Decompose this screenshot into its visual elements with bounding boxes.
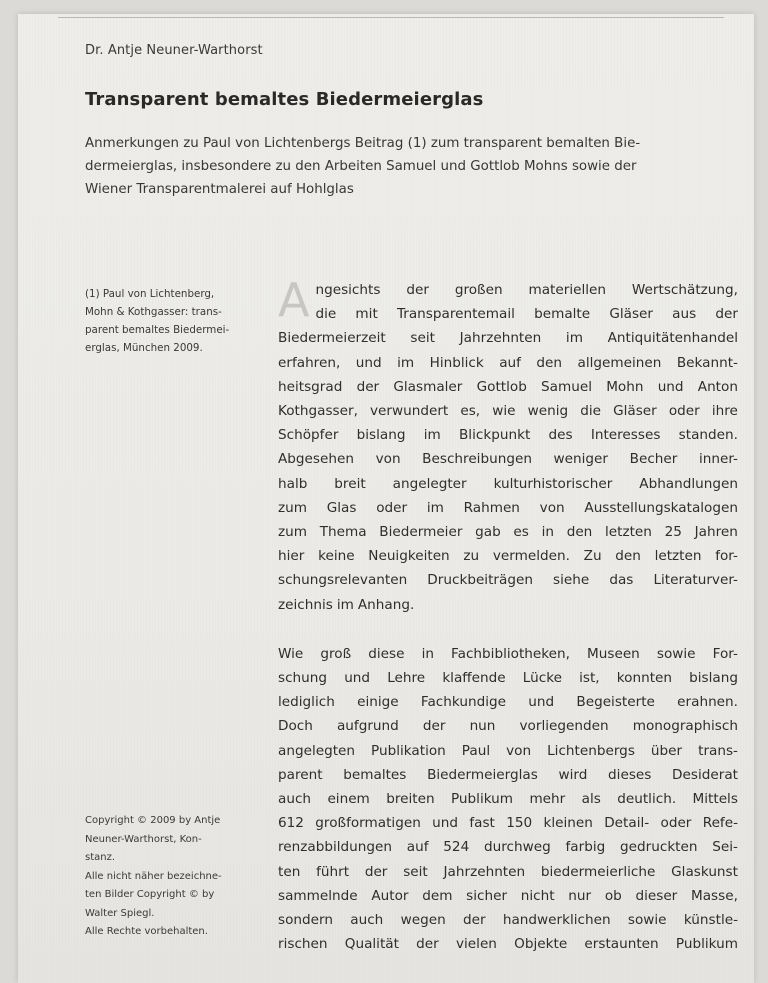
text-line bbox=[278, 835, 738, 859]
word: der bbox=[356, 378, 380, 395]
text-line bbox=[278, 714, 738, 738]
word: von bbox=[375, 451, 401, 468]
footnote-line: erglas, München 2009. bbox=[85, 342, 203, 354]
word: parent bbox=[278, 766, 323, 783]
word: wenig bbox=[527, 403, 569, 420]
text-line bbox=[278, 568, 738, 592]
word: Biedermeier bbox=[379, 524, 463, 541]
word: siehe bbox=[553, 572, 590, 589]
word: aufgrund bbox=[336, 718, 399, 735]
word: Gottlob bbox=[476, 378, 527, 395]
word: der bbox=[715, 306, 738, 323]
text-line bbox=[278, 496, 738, 520]
word: Sei- bbox=[712, 839, 738, 856]
paragraph-2 bbox=[278, 642, 738, 957]
word: Anhang. bbox=[357, 596, 415, 613]
text-line bbox=[278, 399, 738, 423]
text-line bbox=[278, 351, 738, 375]
word: wegen bbox=[400, 912, 446, 929]
word: Abgesehen bbox=[278, 451, 354, 468]
dropcap-block bbox=[278, 273, 738, 327]
word: des bbox=[548, 427, 573, 444]
word: allgemeinen bbox=[577, 354, 662, 371]
article-title: Transparent bemaltes Biedermeierglas bbox=[85, 89, 484, 110]
word: Biedermeierglas bbox=[427, 766, 538, 783]
word: Jahrzehnten bbox=[443, 863, 526, 880]
word: Masse, bbox=[690, 887, 738, 904]
word: bemalte bbox=[534, 306, 591, 323]
word: großen bbox=[454, 282, 503, 298]
word: vielen bbox=[455, 936, 497, 953]
word: Detail- bbox=[604, 815, 650, 832]
word: und bbox=[657, 378, 684, 395]
word: farbig bbox=[565, 839, 606, 856]
word: Autor bbox=[371, 887, 409, 904]
word: Abhandlungen bbox=[639, 475, 738, 492]
word: im bbox=[336, 596, 354, 613]
word: künstle- bbox=[683, 912, 738, 929]
word: Jahren bbox=[694, 524, 738, 541]
word: letzten bbox=[605, 524, 652, 541]
word: Beschreibungen bbox=[422, 451, 532, 468]
word: bemaltes bbox=[343, 766, 407, 783]
word: Paul bbox=[461, 742, 491, 759]
word: Gläser bbox=[609, 306, 653, 323]
word: der bbox=[462, 912, 486, 929]
copyright-line: ten Bilder Copyright © by bbox=[85, 889, 215, 900]
word: Antiquitätenhandel bbox=[607, 330, 738, 347]
text-line bbox=[315, 278, 738, 302]
text-line bbox=[278, 787, 738, 811]
text-line bbox=[278, 908, 738, 932]
word: bislang bbox=[356, 427, 406, 444]
word: Ausstellungskatalogen bbox=[584, 499, 738, 516]
body-text bbox=[278, 273, 738, 956]
text-line bbox=[278, 763, 738, 787]
word: weniger bbox=[553, 451, 609, 468]
word: der bbox=[416, 936, 439, 953]
word: Desiderat bbox=[672, 766, 738, 783]
word: letzten bbox=[654, 548, 702, 565]
footnote-line: parent bemaltes Biedermei- bbox=[85, 324, 230, 336]
word: und bbox=[432, 815, 459, 832]
article-subtitle bbox=[85, 132, 725, 201]
footnote-line: (1) Paul von Lichtenberg, bbox=[85, 288, 215, 300]
word: schungsrelevanten bbox=[278, 572, 408, 589]
word: auch bbox=[278, 791, 312, 808]
document-page bbox=[18, 14, 754, 983]
word: Samuel bbox=[541, 378, 592, 395]
word: breit bbox=[334, 475, 366, 492]
word: seit bbox=[403, 863, 428, 880]
text-line bbox=[278, 593, 738, 617]
word: Publikation bbox=[371, 742, 446, 759]
word: inner- bbox=[698, 451, 738, 468]
word: den bbox=[566, 524, 593, 541]
word: keine bbox=[318, 548, 355, 565]
copyright-line: Alle Rechte vorbehalten. bbox=[85, 926, 208, 937]
copyright-line: stanz. bbox=[85, 852, 116, 863]
word: Fachkundige bbox=[420, 694, 506, 711]
word: Mohn bbox=[606, 378, 644, 395]
word: im bbox=[565, 330, 583, 347]
word: Doch bbox=[278, 718, 313, 735]
word: Lücke bbox=[522, 670, 562, 687]
word: Fachbibliotheken, bbox=[451, 645, 570, 662]
word: Blickpunkt bbox=[458, 427, 531, 444]
text-line bbox=[278, 860, 738, 884]
word: von bbox=[539, 499, 565, 516]
word: Thema bbox=[319, 524, 367, 541]
word: den bbox=[536, 354, 563, 371]
word: oder bbox=[660, 815, 692, 832]
word: Neuigkeiten bbox=[368, 548, 450, 565]
copyright-notice bbox=[85, 812, 265, 942]
word: Biedermeierzeit bbox=[278, 330, 386, 347]
footnote-line: Mohn & Kothgasser: trans- bbox=[85, 306, 222, 318]
word: in bbox=[541, 524, 554, 541]
copyright-line: Walter Spiegl. bbox=[85, 907, 155, 919]
word: groß bbox=[320, 645, 352, 662]
word: im bbox=[423, 427, 441, 444]
word: die bbox=[580, 403, 601, 420]
text-line bbox=[278, 544, 738, 568]
word: ngesichts bbox=[315, 282, 381, 298]
word: führt bbox=[316, 863, 350, 880]
word: Druckbeiträgen bbox=[427, 572, 533, 589]
text-line bbox=[278, 811, 738, 835]
word: seit bbox=[410, 330, 435, 347]
word: Gläser bbox=[613, 403, 657, 420]
word: ob bbox=[604, 887, 622, 904]
word: 150 bbox=[506, 815, 533, 832]
word: erahnen. bbox=[677, 694, 738, 711]
word: Glaskunst bbox=[671, 863, 738, 880]
word: hier bbox=[278, 548, 305, 565]
word: und bbox=[355, 354, 382, 371]
word: gedruckten bbox=[620, 839, 698, 856]
word: standen. bbox=[678, 427, 738, 444]
word: Interesses bbox=[590, 427, 661, 444]
text-line bbox=[278, 739, 738, 763]
word: als bbox=[581, 791, 601, 808]
word: Transparentemail bbox=[396, 306, 515, 323]
word: in bbox=[421, 645, 434, 662]
word: gab bbox=[475, 524, 501, 541]
word: konnten bbox=[616, 670, 673, 687]
word: vermelden. bbox=[492, 548, 570, 565]
top-rule bbox=[58, 17, 724, 18]
word: ihre bbox=[711, 403, 738, 420]
word: Literaturver- bbox=[653, 572, 738, 589]
word: Refe- bbox=[702, 815, 738, 832]
word: im bbox=[397, 354, 415, 371]
word: großformatigen bbox=[315, 815, 421, 832]
word: Lehre bbox=[387, 670, 426, 687]
word: 25 bbox=[664, 524, 682, 541]
word: kleinen bbox=[543, 815, 593, 832]
word: im bbox=[426, 499, 444, 516]
word: Objekte bbox=[514, 936, 568, 953]
word: mit bbox=[355, 306, 378, 323]
word: For- bbox=[712, 645, 738, 662]
word: und bbox=[344, 670, 371, 687]
word: Wertschätzung, bbox=[631, 282, 738, 298]
word: fast bbox=[469, 815, 495, 832]
subtitle-line: Anmerkungen zu Paul von Lichtenbergs Beitrag (1) zum transparent bemalten Bie- bbox=[85, 136, 641, 151]
word: zeichnis bbox=[278, 596, 333, 613]
word: Hinblick bbox=[429, 354, 484, 371]
word: Anton bbox=[697, 378, 738, 395]
word: Begeisterte bbox=[576, 694, 655, 711]
word: sicher bbox=[466, 887, 508, 904]
text-line bbox=[278, 690, 738, 714]
word: dieser bbox=[635, 887, 678, 904]
word: erstaunten bbox=[584, 936, 659, 953]
word: Zu bbox=[583, 548, 602, 565]
word: zum bbox=[278, 524, 307, 541]
footnote bbox=[85, 285, 255, 357]
word: sowie bbox=[656, 645, 696, 662]
text-line bbox=[278, 520, 738, 544]
word: for- bbox=[715, 548, 738, 565]
word: Becher bbox=[629, 451, 678, 468]
word: sowie bbox=[627, 912, 667, 929]
word: und bbox=[528, 694, 555, 711]
text-line bbox=[278, 447, 738, 471]
word: der bbox=[422, 718, 446, 735]
text-line bbox=[278, 642, 738, 666]
author-name: Dr. Antje Neuner-Warthorst bbox=[85, 43, 263, 58]
word: rischen bbox=[278, 936, 328, 953]
word: ten bbox=[278, 863, 301, 880]
word: sammelnde bbox=[278, 887, 358, 904]
word: halb bbox=[278, 475, 308, 492]
word: oder bbox=[668, 403, 700, 420]
word: klaffende bbox=[442, 670, 506, 687]
text-line bbox=[278, 884, 738, 908]
word: sondern bbox=[278, 912, 333, 929]
word: es, bbox=[460, 403, 481, 420]
word: die bbox=[315, 306, 337, 323]
word: oder bbox=[376, 499, 408, 516]
word: Rahmen bbox=[463, 499, 520, 516]
copyright-line: Neuner-Warthorst, Kon- bbox=[85, 833, 202, 845]
word: nur bbox=[568, 887, 592, 904]
word: lediglich bbox=[278, 694, 335, 711]
word: Jahrzehnten bbox=[459, 330, 542, 347]
word: vorliegenden bbox=[519, 718, 609, 735]
word: den bbox=[615, 548, 641, 565]
copyright-line: Copyright © 2009 by Antje bbox=[85, 815, 221, 826]
word: über bbox=[650, 742, 683, 759]
word: Qualität bbox=[344, 936, 399, 953]
word: wie bbox=[492, 403, 516, 420]
text-line bbox=[278, 375, 738, 399]
paragraph-1 bbox=[278, 273, 738, 617]
dropcap-letter: A bbox=[278, 273, 310, 327]
word: dieses bbox=[608, 766, 652, 783]
word: es bbox=[513, 524, 529, 541]
word: materiellen bbox=[528, 282, 607, 298]
word: zu bbox=[463, 548, 480, 565]
word: biedermeierliche bbox=[540, 863, 656, 880]
word: auf bbox=[499, 354, 521, 371]
word: das bbox=[609, 572, 634, 589]
word: diese bbox=[368, 645, 405, 662]
word: Mittels bbox=[692, 791, 738, 808]
word: Publikum bbox=[450, 791, 514, 808]
word: Glasmaler bbox=[393, 378, 463, 395]
word: wird bbox=[558, 766, 588, 783]
word: einige bbox=[357, 694, 399, 711]
word: angelegten bbox=[278, 742, 356, 759]
word: der bbox=[364, 863, 388, 880]
text-line bbox=[278, 326, 738, 350]
word: 524 bbox=[443, 839, 470, 856]
text-line bbox=[278, 666, 738, 690]
word: erfahren, bbox=[278, 354, 341, 371]
word: dem bbox=[422, 887, 453, 904]
word: aus bbox=[672, 306, 697, 323]
text-line bbox=[278, 423, 738, 447]
word: schung bbox=[278, 670, 328, 687]
word: Schöpfer bbox=[278, 427, 339, 444]
word: der bbox=[406, 282, 429, 298]
word: einem bbox=[327, 791, 370, 808]
text-line bbox=[278, 472, 738, 496]
word: von bbox=[506, 742, 532, 759]
word: Kothgasser, bbox=[278, 403, 358, 420]
word: nicht bbox=[520, 887, 555, 904]
word: angelegter bbox=[392, 475, 467, 492]
paragraph-2-lines bbox=[278, 642, 738, 957]
word: Publikum bbox=[675, 936, 738, 953]
word: bislang bbox=[689, 670, 738, 687]
paragraph-1-lines bbox=[278, 326, 738, 616]
word: Museen bbox=[587, 645, 640, 662]
text-line bbox=[278, 932, 738, 956]
word: auch bbox=[350, 912, 384, 929]
word: Lichtenbergs bbox=[547, 742, 635, 759]
word: durchweg bbox=[484, 839, 551, 856]
text-line bbox=[315, 302, 738, 326]
word: verwundert bbox=[370, 403, 449, 420]
word: trans- bbox=[698, 742, 738, 759]
word: deutlich. bbox=[617, 791, 677, 808]
word: 612 bbox=[278, 815, 304, 832]
copyright-line: Alle nicht näher bezeichne- bbox=[85, 870, 222, 882]
word: zum bbox=[278, 499, 307, 516]
subtitle-line: Wiener Transparentmalerei auf Hohlglas bbox=[85, 182, 354, 197]
word: handwerklichen bbox=[502, 912, 611, 929]
word: kulturhistorischer bbox=[493, 475, 613, 492]
word: ist, bbox=[579, 670, 600, 687]
word: nun bbox=[469, 718, 496, 735]
word: monographisch bbox=[632, 718, 738, 735]
subtitle-line: dermeierglas, insbesondere zu den Arbeiten Samuel und Gottlob Mohns sowie der bbox=[85, 159, 637, 174]
word: mehr bbox=[529, 791, 566, 808]
word: Glas bbox=[326, 499, 357, 516]
word: Bekannt- bbox=[676, 354, 738, 371]
word: heitsgrad bbox=[278, 378, 343, 395]
word: breiten bbox=[386, 791, 435, 808]
word: Wie bbox=[278, 645, 304, 662]
word: renzabbildungen bbox=[278, 839, 393, 856]
word: auf bbox=[406, 839, 429, 856]
